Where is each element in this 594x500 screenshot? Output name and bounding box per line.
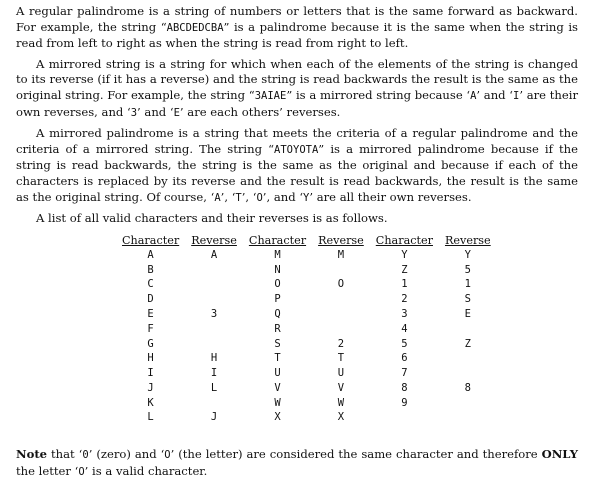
table-cell	[312, 307, 370, 322]
text: ” is a palindrome because it is the same when the string is read from left to right as when the string is read from right to left.	[16, 19, 578, 51]
table-cell: U	[337, 367, 345, 380]
text: ’ and ‘	[476, 87, 513, 102]
char-code: O	[164, 449, 171, 462]
table-header-row	[116, 233, 497, 248]
table-cell: M	[274, 248, 281, 261]
table-cell: 3	[401, 307, 408, 320]
table-cell: Z	[401, 263, 408, 276]
table-cell: 4	[401, 322, 408, 335]
table-cell: E	[464, 307, 471, 320]
table-cell	[439, 410, 497, 425]
emphasis-only: ONLY	[541, 447, 578, 462]
table-cell: 5	[401, 337, 408, 350]
table-cell: N	[274, 263, 281, 276]
column-header: Reverse	[444, 233, 491, 247]
table-row	[116, 322, 497, 337]
table-row	[116, 396, 497, 411]
table-cell	[439, 396, 497, 411]
text: ” is a mirrored string because ‘	[286, 87, 471, 102]
table-cell	[439, 322, 497, 337]
table-cell: Q	[274, 307, 281, 320]
table-cell: L	[147, 411, 154, 424]
char-code: A	[214, 191, 221, 204]
table-row	[116, 410, 497, 425]
table-cell: 3	[210, 307, 218, 320]
text: ” is a mirrored palindrome because if the string is read backwards, the string is the same as the original and because if each of the characters is replaced by its reverse and the result is read backwards, the result is the same as the original string. Of course, ‘	[16, 141, 579, 204]
text: A mirrored string is a string for which when each of the elements of the string is changed to its reverse (if it has a reverse) and the string is read backwards the result is the same as the original string. For example, the string “	[16, 56, 578, 102]
table-cell	[185, 277, 243, 292]
table-cell: A	[147, 248, 154, 261]
table-body	[116, 248, 497, 426]
char-code: 3	[130, 106, 138, 119]
table-cell: 6	[401, 352, 408, 365]
table-cell: X	[274, 411, 281, 424]
text: ’ is a valid character.	[84, 463, 208, 478]
paragraph-mirrored-palindrome	[16, 126, 578, 206]
table-cell: D	[147, 293, 154, 306]
text: ’, ‘	[241, 189, 257, 204]
text: the letter ‘	[16, 463, 79, 478]
table-cell: P	[274, 293, 281, 306]
table-cell: A	[210, 248, 218, 261]
char-code: O	[78, 465, 85, 478]
table-cell: G	[147, 337, 154, 350]
column-header: Reverse	[191, 233, 237, 247]
table-cell: S	[274, 337, 281, 350]
char-code: T	[235, 191, 242, 204]
paragraph-regular-palindrome	[16, 4, 578, 52]
table-cell: B	[147, 263, 154, 276]
char-code: Y	[303, 191, 310, 204]
paragraph-list-intro: A list of all valid characters and their reverses is as follows.	[36, 211, 388, 226]
example-string: ABCDEDCBA	[166, 21, 224, 34]
table-cell: K	[147, 396, 154, 409]
char-code: I	[513, 89, 520, 102]
table-cell: O	[337, 278, 345, 291]
table-cell: C	[147, 278, 154, 291]
text: A mirrored palindrome is a string that meets the criteria of a regular palindrome and the criteria of a mirrored string. The string “	[16, 126, 578, 156]
table-cell: I	[147, 367, 154, 380]
table-cell: H	[210, 352, 218, 365]
text: ’ (zero) and ‘	[88, 447, 165, 462]
text: ’, and ‘	[262, 189, 304, 204]
note-label: Note	[16, 447, 48, 462]
text: A regular palindrome is a string of numbers or letters that is the same forward as backward. For example, the string “	[16, 4, 578, 34]
table-cell: W	[274, 396, 281, 409]
text: that ‘	[47, 447, 83, 462]
table-cell: Y	[464, 248, 471, 261]
table-row	[116, 337, 497, 352]
table-cell: Y	[401, 248, 408, 261]
table-cell: R	[274, 322, 281, 335]
paragraph-mirrored-string	[16, 57, 578, 121]
table-cell: 2	[337, 337, 345, 350]
table-cell: 8	[401, 381, 408, 394]
column-header: Reverse	[318, 233, 364, 247]
example-string: 3AIAE	[254, 89, 287, 102]
table-cell: Z	[464, 337, 471, 350]
table-cell: W	[337, 396, 345, 409]
text: ’ (the letter) are considered the same character and therefore	[170, 447, 542, 462]
table-cell: V	[337, 381, 345, 394]
table-cell	[185, 263, 243, 278]
char-code: E	[173, 106, 180, 119]
table-cell: U	[274, 367, 281, 380]
table-cell	[185, 396, 243, 411]
table-cell	[312, 263, 370, 278]
column-header: Character	[248, 233, 307, 247]
char-code: A	[470, 89, 477, 102]
table-cell: 1	[401, 278, 408, 291]
table-row	[116, 351, 497, 366]
table-row	[116, 248, 497, 263]
text: ’ are all their own reverses.	[309, 189, 472, 204]
column-header: Character	[122, 233, 180, 247]
table-cell: T	[337, 352, 345, 365]
table-cell	[439, 351, 497, 366]
table-row	[116, 277, 497, 292]
table-cell: E	[147, 307, 154, 320]
text: ’, ‘	[220, 189, 236, 204]
table-cell	[185, 292, 243, 307]
table-row	[116, 381, 497, 396]
table-cell: 5	[464, 263, 471, 276]
table-cell: J	[210, 411, 218, 424]
table-row	[116, 307, 497, 322]
char-code: O	[256, 191, 263, 204]
table-cell: F	[147, 322, 154, 335]
table-row	[116, 263, 497, 278]
table-cell: I	[210, 367, 218, 380]
table-cell: 7	[401, 367, 408, 380]
table-cell: V	[274, 381, 281, 394]
table-cell: 8	[464, 381, 471, 394]
table-cell	[185, 322, 243, 337]
note-paragraph	[16, 447, 578, 480]
table-row	[116, 292, 497, 307]
table-cell	[185, 337, 243, 352]
table-cell: S	[464, 293, 471, 306]
table-cell: L	[210, 381, 218, 394]
table-cell	[312, 322, 370, 337]
table-cell: M	[337, 248, 345, 261]
column-header: Character	[375, 233, 433, 247]
text: ’ and ‘	[137, 104, 174, 119]
char-code: 0	[82, 449, 89, 462]
table-cell	[439, 366, 497, 381]
example-string: ATOYOTA	[274, 143, 319, 156]
table-cell	[370, 410, 439, 425]
table-cell: 1	[464, 278, 471, 291]
text: ’ are their own reverses, and ‘	[16, 87, 578, 119]
table-cell: O	[274, 278, 281, 291]
table-cell: 9	[401, 396, 408, 409]
table-cell	[312, 292, 370, 307]
table-cell: 2	[401, 293, 408, 306]
character-reverse-table	[116, 233, 497, 426]
table-cell: H	[147, 352, 154, 365]
table-cell: T	[274, 352, 281, 365]
text: ’ are each others’ reverses.	[179, 104, 341, 119]
table-row	[116, 366, 497, 381]
character-table-wrapper	[16, 233, 578, 426]
table-cell: X	[337, 411, 345, 424]
table-cell: J	[147, 381, 154, 394]
